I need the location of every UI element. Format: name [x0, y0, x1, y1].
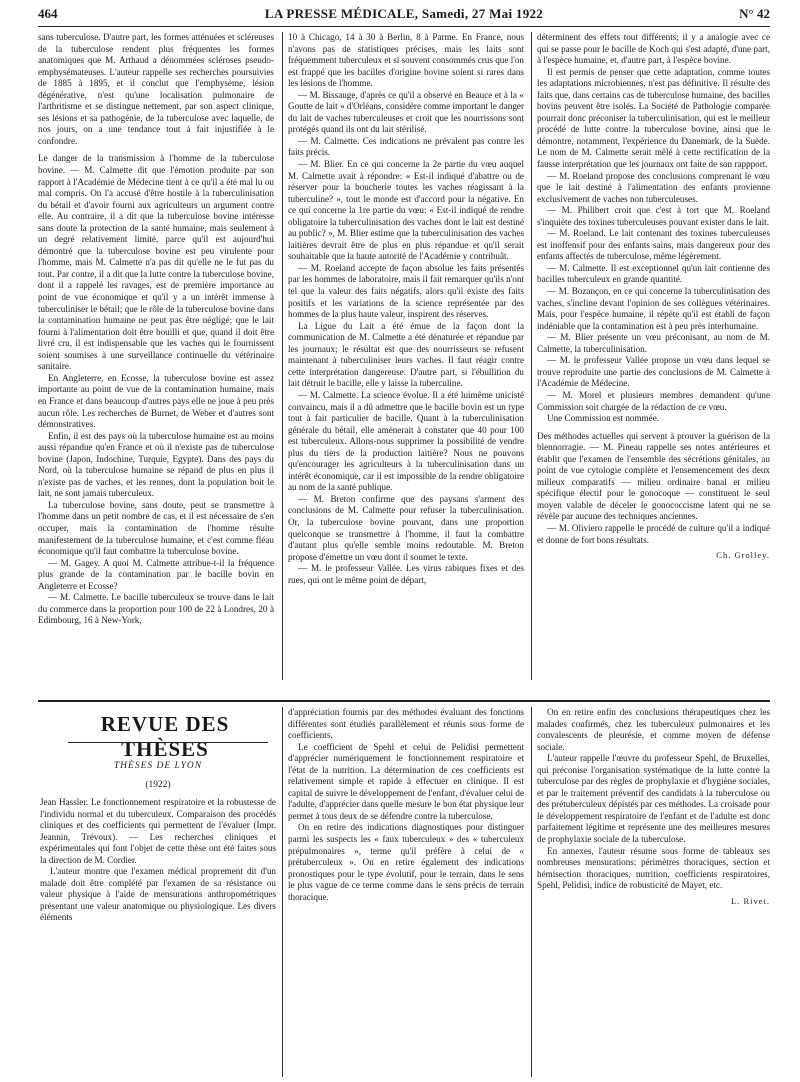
article-paragraph: — M. le professeur Vallée propose un vœu dans lequel se trouve reproduite une partie des conclusions de M. Calmette à l'Académie de Médecine. [537, 355, 770, 389]
article-paragraph: En Angleterre, en Ecosse, la tuberculose bovine est assez importante au point de vue de la contamination humaine, mais en France et dans beaucoup d'autres pays elle ne joue à peu près aucun rôle. Les recherches de Burnet, de Weber et d'autres sont démonstratives. [38, 372, 274, 430]
article-paragraph: — M. le professeur Vallée. Les virus rabiques fixes et des rues, qui ont le même point de départ, [288, 563, 524, 585]
article-paragraph: On en retire enfin des conclusions thérapeutiques chez les malades confirmés, chez les tuberculeux pulmonaires et les convalescents de pleurésie, et comme moyen de défense sociale. [537, 707, 770, 752]
article-paragraph: — M. Roeland accepte de façon absolue les faits présentés par les hommes de laboratoire, mais il fait remarquer qu'ils n'ont tel que la valeur des faits négatifs, alors qu'il existe des faits positifs et les variations de la science représentée par des hommes de la plus haute valeur, inspirent des réserves. [288, 262, 524, 320]
article-paragraph: sans tuberculose. D'autre part, les formes atténuées et scléreuses de la tuberculose rendent plus fréquentes les formes anatomiques que M. Arthaud a dénommées scléroses pseudo-emphysémateuses. L'auteur rappelle ses recherches poursuivies de 1885 à 1895, et il conclut que l'emphysème, lésion dégénérative, n'est qu'une localisation pulmonaire de l'arthritisme et se distingue nettement, par son aspect clinique, ses lésions et sa pathogénie, de la tuberculose avec laquelle, de nos jours, on a une tendance tout à fait injustifiée à le confondre. [38, 32, 274, 146]
title-underline [68, 742, 268, 743]
article-paragraph: Le coefficient de Spehl et celui de Pelidisi permettent d'apprécier numériquement le fonctionnement respiratoire et l'état de la nutrition. La détermination de ces coefficients est relativement simple et rapide à effectuer en clinique. Il est capital de suivre le développement de l'enfant, d'évaluer celui de l'adulte, d'apprécier dans quelle mesure le bon état physique leur permet à tous deux de se défendre contre la tuberculose. [288, 741, 524, 821]
article-paragraph: Le danger de la transmission à l'homme de la tuberculose bovine. — M. Calmette dit que l'émotion produite par son rapport à l'Académie de Médecine tient à ce qu'il a été mal lu ou mal compris. On l'a accusé d'être hostile à la tuberculinisation du bétail et d'avoir fourni aux agriculteurs un argument contre elle. Au contraire, il a dit que la tuberculose bovine intéresse sans doute la protection de la santé humaine, mais seulement à un degré relativement limité, parce qu'il est aujourd'hui démontré que la tuberculose bovine est peu virulente pour l'homme, mais M. Calmette n'a pas dit qu'elle ne le fut pas du tout. Par contre, il a dit que la lutte contre la tuberculose bovine, dont il a rappelé les ravages, est de première importance au point de vue économique et qu'il y a un intérêt immense à tuberculiniser le bétail; que le rôle de la tuberculose bovine dans la contamination humaine ne peut pas être négligé; que le lait fourni à l'alimentation doit être bouilli et que, quand il doit être livré cru, il est indispensable que les vaches qui le fournissent soient soumises à une surveillance continuelle du vétérinaire sanitaire. [38, 153, 274, 372]
article-paragraph: — M. Morel et plusieurs membres demandent qu'une Commission soit chargée de la rédaction de ce vœu. [537, 389, 770, 412]
article-paragraph: 10 à Chicago, 14 à 30 à Berlin, 8 à Parme. En France, nous n'avons pas de statistiques précises, mais les laits sont fréquemment tuberculeux et si souvent consommés crus que l'on est frappé que les bacilles d'origine bovine soient si rares dans les lésions de l'homme. [288, 32, 524, 89]
article-paragraph: — M. Breton confirme que des paysans s'arment des conclusions de M. Calmette pour refuser la tuberculinisation. Or, la tuberculose bovine pouvant, dans une proportion quelconque se transmettre à l'homme, il faut la combattre d'autant plus qu'elle semble moins redoutable. M. Breton propose d'émettre un vœu dont il soumet le texte. [288, 493, 524, 562]
page-number: 464 [38, 6, 58, 21]
journal-title: LA PRESSE MÉDICALE, Samedi, 27 Mai 1922 [264, 6, 544, 21]
page-header [38, 6, 770, 26]
article-paragraph: — M. Bozançon, en ce qui concerne la tuberculinisation des vaches, s'incline devant l'opinion de ses collègues vétérinaires. Mais, pour l'espèce humaine, il répète qu'il est établi de façon indéniable que la contamination est à peu près interhumaine. [537, 286, 770, 331]
article-paragraph: d'appréciation fournis par des méthodes évaluant des fonctions différentes sont étudiés parallèlement et réunis sous forme de coefficients. [288, 707, 524, 741]
column-6 [537, 707, 770, 1077]
author-signature: L. Rivet. [731, 895, 770, 906]
subsection-year: (1922) [145, 780, 171, 790]
article-paragraph: — M. Calmette. Il est exceptionnel qu'un lait contienne des bacilles tuberculeux en grande quantité. [537, 262, 770, 285]
article-paragraph: — M. Calmette. Le bacille tuberculeux se trouve dans le lait du commerce dans la proportion pour 100 de 22 à Londres, 20 à Edimbourg, 16 à New-York, [38, 592, 274, 626]
article-paragraph: — M. Philibert croit que c'est à tort que M. Roeland s'inquiète des toxines tuberculeuses pouvant exister dans le lait. [537, 205, 770, 227]
article-paragraph: En annexes, l'auteur résume sous forme de tableaux ses nombreuses mensurations: périmètres thoraciques, section et hémisection thoraciques, nutrition, coefficients respiratoires, Spehl, Pelidisi, indice de robusticité de Mayet, etc. [537, 845, 770, 891]
section-rule [38, 700, 770, 702]
article-paragraph: La tuberculose bovine, sans doute, peut se transmettre à l'homme dans un petit nombre de cas, et il est nécessaire de s'en occuper, mais la contamination de l'homme résulte manifestement de la tuberculose humaine, et c'est comme fléau économique qu'il faut combattre la tuberculose bovine. [38, 499, 274, 557]
article-paragraph: déterminent des effets tout différents; il y a analogie avec ce qui se passe pour le bacille de Koch qui s'est adapté, d'une part, à l'espèce humaine, et, d'autre part, à l'espèce bovine. [537, 32, 770, 66]
article-paragraph: — M. Calmette. Ces indications ne prévalent pas contre les faits précis. [288, 135, 524, 158]
column-1 [38, 32, 274, 682]
article-paragraph: — M. Bissauge, d'après ce qu'il a observé en Beauce et à la « Goutte de lait » d'Orléans, considère comme important le danger du lait de vaches tuberculeuses et croit que les nourrissons sont protégés quand ils ont du lait stérilisé. [288, 89, 524, 135]
column-divider [282, 32, 283, 680]
article-paragraph: — M. Roeland. Le lait contenant des toxines tuberculeuses est inoffensif pour des enfants sains, mais dangereux pour des enfants affectés de tuberculose, même légèrement. [537, 228, 770, 262]
article-paragraph: — M. Roeland propose des conclusions comprenant le vœu que le lait destiné à l'alimentation des enfants provienne exclusivement de vaches non tuberculeuses. [537, 170, 770, 204]
column-divider [531, 707, 532, 1077]
column-4 [40, 797, 276, 1075]
article-paragraph: — M. Blier. En ce qui concerne la 2e partie du vœu auquel M. Calmette avait à répondre: « Est-il indiqué d'abattre ou de réserver pour la boucherie toutes les vaches réagissant à la tuberculine? », tout le monde est d'accord pour la négative. En ce qui concerne la 1re partie du vœu: « Est-il indiqué de rendre obligatoire la tuberculinisation des vaches dont le lait est destiné au public? », M. Blier estime que la tuberculinisation des vaches laitières devrait être de plus en plus répandue et qu'il serait souhaitable que la haute autorité de l'Académie y contribuât. [288, 159, 524, 262]
article-paragraph: Il est permis de penser que cette adaptation, comme toutes les adaptations microbiennes, n'est pas définitive. Il résulte des faits que, dans certains cas de tuberculose humaine, des bacilles bovins peuvent être isolés. La Société de Pathologie comparée pourrait donc préconiser la tuberculinisation, qui est le meilleur procédé de lutte contre la tuberculose bovine, ainsi que le démontre, notamment, l'expérience du Danemark, de la Suède. Le nom de M. Calmette serait mêlé à cette rectification de la fausse interprétation que les journaux ont faite de son rappport. [537, 66, 770, 170]
subsection-title: THÈSES DE LYON [113, 761, 203, 771]
article-paragraph: Jean Hassler. Le fonctionnement respiratoire et la robustesse de l'individu normal et du tuberculeux. Comparaison des procédés cliniques et des coefficients qui permettent de l'évaluer (Impr. Jeannin, Trévoux). — Les recherches cliniques et expérimentales qui font l'objet de cette thèse ont été faites sous la direction de M. Cordier. [40, 797, 276, 865]
column-3 [537, 32, 770, 696]
header-rule [38, 26, 770, 27]
column-2 [288, 32, 524, 682]
article-paragraph: On en retire des indications diagnostiques pour distinguer parmi les suspects les « faux tuberculeux » des « tuberculeux prépulmonaires », terme qu'il préfère à celui de « prétuberculeux ». On en retire également des indications pronostiques pour le type évolutif, pour le terrain, dans le sens le plus vague de ce terme comme dans le sens précis de terrain thoracique. [288, 822, 524, 902]
article-paragraph: — M. Blier présente un vœu préconisant, au nom de M. Calmette, la tuberculinisation. [537, 332, 770, 354]
author-signature: Ch. Grolley. [716, 550, 770, 561]
article-paragraph: Enfin, il est des pays où la tuberculose humaine est au moins aussi répandue qu'en France et où il n'existe pas de tuberculose bovine (Japon, Indochine, Turquie, Egypte). Dans des pays du Nord, où la tuberculose humaine se répand de plus en plus il n'existe pas de vaches, et les rennes, dont la population boit le lait, ne sont jamais tuberculeux. [38, 430, 274, 499]
column-divider [531, 32, 532, 680]
article-paragraph: L'auteur montre que l'examen médical proprement dit d'un malade doit être complété par l'examen de sa résistance ou valeur physique à l'aide de mensurations anthropométriques présentant une valeur anatomique ou physiologique. Les divers éléments [40, 866, 276, 923]
article-paragraph: L'auteur rappelle l'œuvre du professeur Spehl, de Bruxelles, qui préconise l'organisation systématique de la lutte contre la tuberculose par des règles de prophylaxie et d'hygiène sociales, et par le traitement préventif des candidats à la tuberculose ou des prétuberculeux dépistés par ces méthodes. La croisade pour le développement respiratoire de l'enfant et de l'adulte est donc parfaitement légitime et représente une des meilleures mesures de prophylaxie sociale de la tuberculose. [537, 753, 770, 845]
column-5 [288, 707, 524, 1077]
article-paragraph: Une Commission est nommée. [547, 413, 660, 424]
article-paragraph: — M. Gagey. A quoi M. Calmette attribue-t-il la fréquence plus grande de la contamination par le bacille bovin en Angleterre et Ecosse? [38, 557, 274, 591]
article-paragraph: — M. Oliviero rappelle le procédé de culture qu'il a indiqué et donne de fort bons résultats. [537, 522, 770, 545]
article-paragraph: La Ligue du Lait a été émue de la façon dont la communication de M. Calmette a été dénaturée et répandue par les journaux; le résultat est que des nourrisseurs se refusent maintenant à tuberculiniser leurs vaches. Il faut réagir contre cette interprétation dangereuse. D'autre part, si l'ébullition du lait détruit le bacille, elle y laisse la tuberculine. [288, 320, 524, 389]
article-paragraph: — M. Calmette. La science évolue. Il a été luimême unicisté convaincu, mais il a dû admettre que le bacille bovin est un type tout à fait particulier de bacille. Quant à la tuberculinisation générale du bétail, elle amènerait à constater que 40 pour 100 est tuberculeux. Allons-nous supprimer la possibilité de vendre plus du tiers de la production laitière? Nous ne pouvons qu'encourager les agriculteurs à la tuberculinisation dans un intérêt économique, car il est impossible de la rendre obligatoire au nom de la santé publique. [288, 389, 524, 493]
column-divider [282, 707, 283, 1077]
article-paragraph: Des méthodes actuelles qui servent à prouver la guérison de la blennorragie. — M. Pineau rappelle ses notes antérieures et établit que l'examen de l'ensemble des sécrétions génitales, au point de vue cytologie complète et l'ensemencement des deux milieux comparatifs — milieu ordinaire banal et milieu spécifique électif pour le gonocoque — constituent le seul moyen valable de déceler le gonococcisme latent qui ne se révèle par aucune des techniques anciennes. [537, 430, 770, 522]
issue-number: N° 42 [739, 6, 770, 21]
section-title: REVUE DES THÈSES [100, 712, 230, 761]
